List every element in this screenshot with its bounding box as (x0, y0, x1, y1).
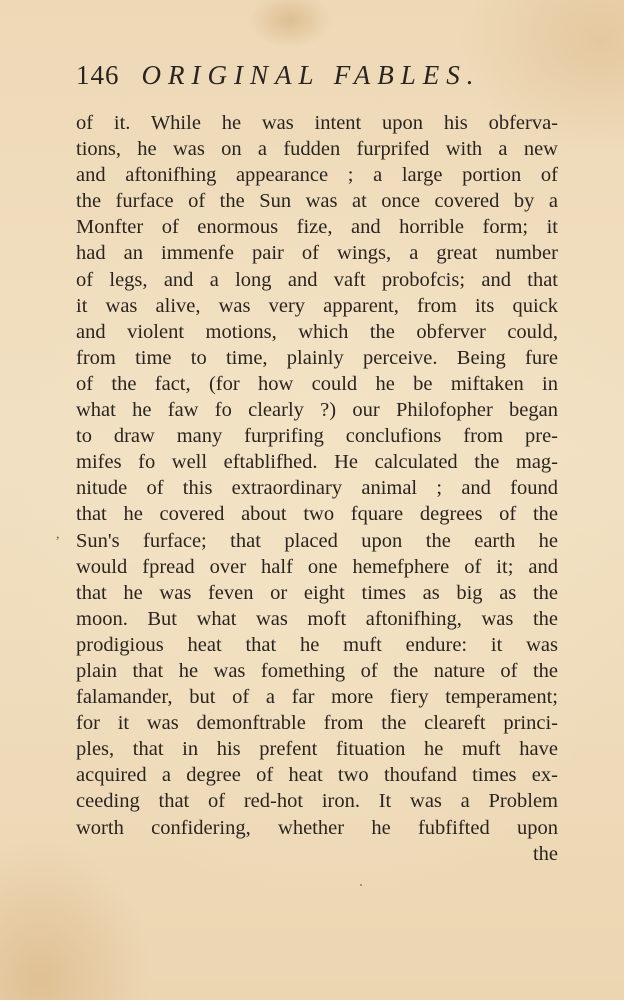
text-line: Sun's furface; that placed upon the earth he (76, 529, 558, 552)
text-line: to draw many furprifing conclufions from pre- (76, 425, 558, 448)
catchword: the (532, 842, 558, 865)
text-line: plain that he was fomething of the nature of the (76, 659, 558, 682)
text-line: had an immenfe pair of wings, a great number (76, 242, 558, 265)
text-line: that he covered about two fquare degrees of the (76, 503, 558, 526)
body-text (76, 110, 558, 867)
text-line: nitude of this extraordinary animal ; and found (76, 477, 558, 500)
text-line: moon. But what was moft aftonifhing, was the (76, 607, 558, 630)
text-line: would fpread over half one hemefphere of it; and (76, 555, 558, 578)
text-line: what he faw fo clearly ?) our Philofopher began (76, 399, 558, 422)
page-heading: ORIGINAL FABLES. (141, 60, 481, 90)
text-line: of it. While he was intent upon his obferva- (76, 112, 558, 134)
ink-speck (360, 884, 362, 886)
text-line: acquired a degree of heat two thoufand times ex- (76, 764, 558, 787)
text-line: tions, he was on a fudden furprifed with a new (76, 138, 558, 161)
text-line: for it was demonftrable from the cleareft princi- (76, 712, 558, 735)
running-head (76, 60, 560, 98)
text-line: ceeding that of red-hot iron. It was a Problem (76, 790, 558, 813)
text-line: from time to time, plainly perceive. Being fure (76, 346, 558, 369)
text-line: Monfter of enormous fize, and horrible form; it (76, 216, 558, 239)
text-line: worth confidering, whether he fubfifted upon (76, 816, 558, 839)
text-line: of the fact, (for how could he be miftaken in (76, 372, 558, 395)
text-line: and aftonifhing appearance ; a large portion of (76, 164, 558, 187)
text-line: prodigious heat that he muft endure: it was (76, 633, 558, 656)
text-line: mifes fo well eftablifhed. He calculated the mag- (76, 451, 558, 474)
text-line: of legs, and a long and vaft probofcis; and that (76, 268, 558, 291)
text-line: it was alive, was very apparent, from its quick (76, 294, 558, 317)
text-line: ples, that in his prefent fituation he muft have (76, 738, 558, 761)
text-line: the furface of the Sun was at once covered by a (76, 190, 558, 213)
text-line: and violent motions, which the obferver could, (76, 320, 558, 343)
text-line: falamander, but of a far more fiery temperament; (76, 686, 558, 709)
text-line: that he was feven or eight times as big as the (76, 581, 558, 604)
page-number: 146 (76, 60, 120, 90)
margin-mark: , (56, 527, 60, 542)
